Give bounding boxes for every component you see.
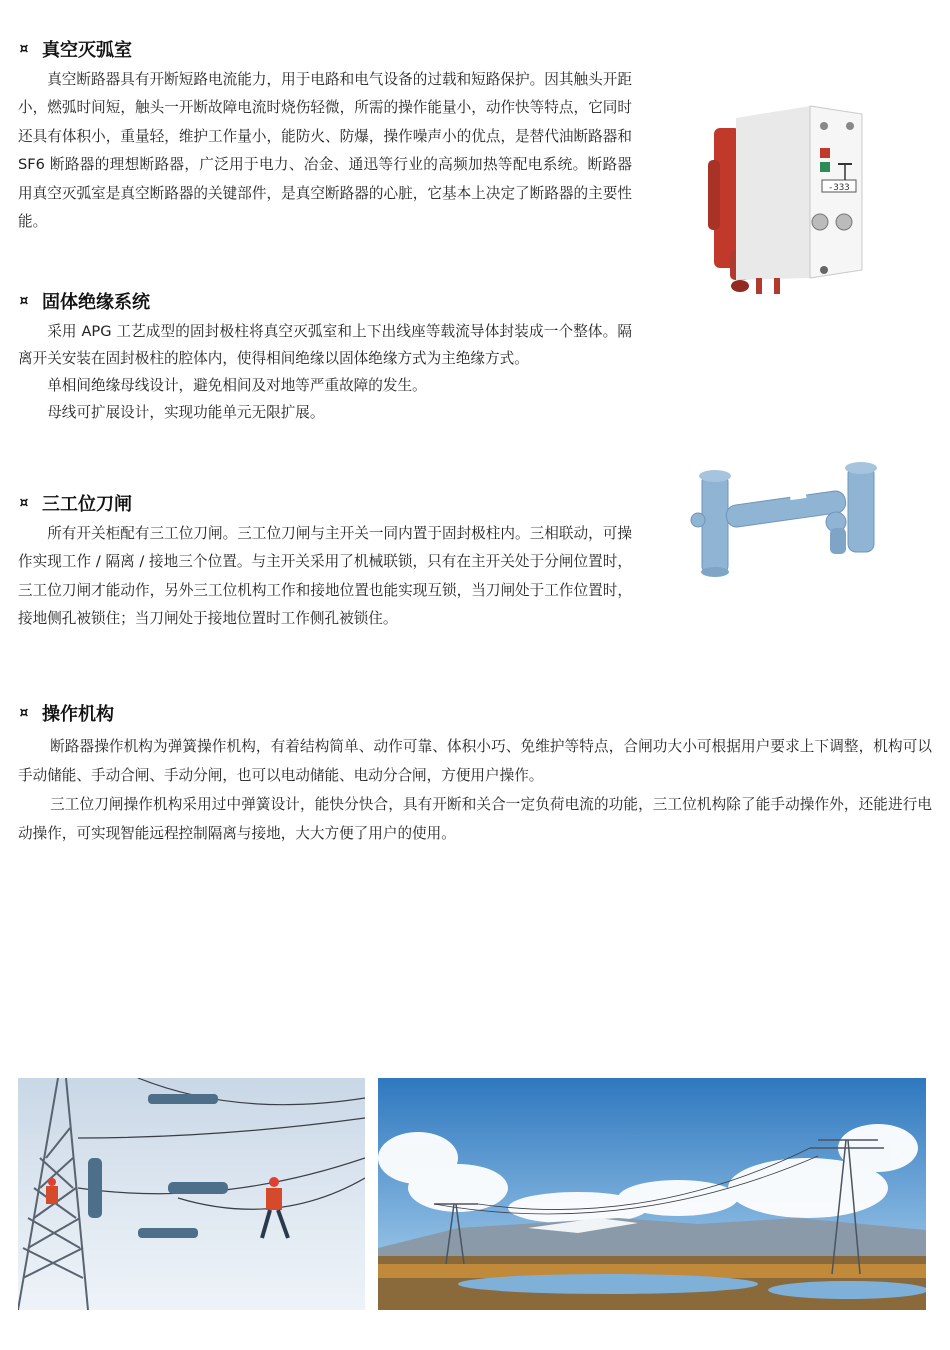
- paragraph: 断路器操作机构为弹簧操作机构，有着结构简单、动作可靠、体积小巧、免维护等特点，合闸功大小可根据用户要求上下调整，机构可以手动储能、手动合闸、手动分闸，也可以电动储能、电动分合闸，方便用户操作。: [18, 738, 932, 784]
- section-body: [18, 318, 632, 426]
- breaker-display: -333: [828, 183, 850, 193]
- bullet-icon: ¤: [19, 293, 29, 309]
- section-body: [18, 732, 932, 848]
- section-title: 三工位刀闸: [42, 494, 132, 515]
- paragraph: 母线可扩展设计，实现功能单元无限扩展。: [47, 404, 325, 421]
- bullet-icon: ¤: [19, 41, 29, 57]
- section-vacuum-interrupter: [18, 36, 632, 236]
- section-title: 固体绝缘系统: [42, 292, 150, 313]
- section-title: 真空灭弧室: [42, 40, 132, 61]
- lineman-tower-photo: [18, 1078, 365, 1310]
- paragraph: 所有开关柜配有三工位刀闸。三工位刀闸与主开关一同内置于固封极柱内。三相联动，可操作实现工作 / 隔离 / 接地三个位置。与主开关采用了机械联锁，只有在主开关处于分闸位置时，三工位刀闸才能动作，另外三工位机构工作和接地位置也能实现互锁，当刀闸处于工作位置时，接地侧孔被锁住；当刀闸处于接地位置时工作侧孔被锁住。: [18, 525, 632, 628]
- section-heading: [18, 700, 932, 726]
- section-heading: [18, 288, 632, 314]
- paragraph: 采用 APG 工艺成型的固封极柱将真空灭弧室和上下出线座等载流导体封装成一个整体。隔离开关安装在固封极柱的腔体内，使得相间绝缘以固体绝缘方式为主绝缘方式。: [18, 323, 632, 367]
- section-three-position-switch: [18, 490, 632, 634]
- bullet-icon: ¤: [19, 705, 29, 721]
- section-heading: [18, 36, 632, 62]
- section-solid-insulation: [18, 288, 632, 426]
- bullet-icon: ¤: [19, 495, 29, 511]
- landscape-towers-photo: [378, 1078, 926, 1310]
- vacuum-breaker-image: [700, 100, 870, 300]
- paragraph: 三工位刀闸操作机构采用过中弹簧设计，能快分快合，具有开断和关合一定负荷电流的功能，三工位机构除了能手动操作外，还能进行电动操作，可实现智能远程控制隔离与接地，大大方便了用户的使用。: [18, 796, 932, 842]
- paragraph: 真空断路器具有开断短路电流能力，用于电路和电气设备的过载和短路保护。因其触头开距小，燃弧时间短，触头一开断故障电流时烧伤轻微，所需的操作能量小，动作快等特点，它同时还具有体积小，重量轻，维护工作量小，能防火、防爆，操作噪声小的优点，是替代油断路器和 SF6 断路器的理想断路器，广泛用于电力、冶金、通迅等行业的高频加热等配电系统。断路器用真空灭弧室是真空断路器的关键部件，是真空断路器的心脏，它基本上决定了断路器的主要性能。: [18, 71, 632, 231]
- section-title: 操作机构: [42, 704, 114, 725]
- paragraph: 单相间绝缘母线设计，避免相间及对地等严重故障的发生。: [47, 377, 427, 394]
- three-position-switch-image: [690, 462, 890, 580]
- section-operating-mechanism: [18, 700, 932, 848]
- section-body: [18, 520, 632, 634]
- section-heading: [18, 490, 632, 516]
- section-body: [18, 66, 632, 236]
